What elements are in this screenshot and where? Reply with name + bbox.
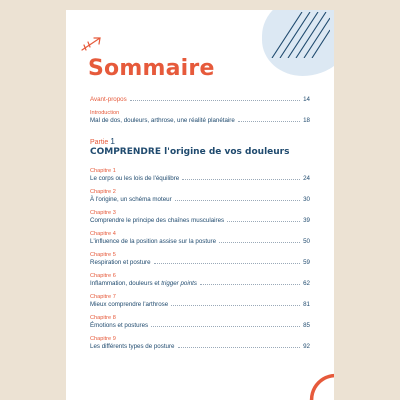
- chapter-title-text: Inflammation, douleurs et: [90, 280, 162, 287]
- page-number: 50: [303, 238, 310, 245]
- leader-dots: [178, 346, 301, 348]
- chapter-title: Le corps ou les lois de l'équilibre: [90, 175, 180, 182]
- entry-title: Mal de dos, douleurs, arthrose, une réalité planétaire: [90, 117, 235, 124]
- chapter-title: À l'origine, un schéma moteur: [90, 196, 172, 203]
- page-number: 24: [303, 175, 310, 182]
- part-title: COMPRENDRE l'origine de vos douleurs: [90, 147, 290, 157]
- leader-dots: [182, 178, 300, 180]
- chapter-title: Les différents types de posture: [90, 343, 175, 350]
- chapter-title: Comprendre le principe des chaînes musculaires: [90, 217, 225, 224]
- toc-entry-chapter[interactable]: [90, 336, 310, 351]
- page-number: 59: [303, 259, 310, 266]
- leader-dots: [154, 262, 301, 264]
- leader-dots: [151, 325, 300, 327]
- page-number: 39: [303, 217, 310, 224]
- toc-entry-chapter[interactable]: [90, 273, 310, 288]
- toc-entry-avant-propos[interactable]: [90, 96, 310, 104]
- chapter-title: Émotions et postures: [90, 322, 149, 329]
- toc-entry-chapter[interactable]: [90, 168, 310, 183]
- part-number: 1: [110, 136, 115, 146]
- chapter-label: Chapitre 6: [90, 273, 116, 279]
- chapter-label: Chapitre 1: [90, 168, 116, 174]
- chapter-title: Mieux comprendre l'arthrose: [90, 301, 169, 308]
- page-number: 18: [303, 117, 310, 124]
- chapter-label: Chapitre 4: [90, 231, 116, 237]
- leader-dots: [219, 241, 300, 243]
- toc-entry-chapter[interactable]: [90, 294, 310, 309]
- toc-entry-chapter[interactable]: [90, 252, 310, 267]
- page-number: 14: [303, 96, 310, 103]
- toc-entry-chapter[interactable]: [90, 189, 310, 204]
- toc-entry-chapter[interactable]: [90, 210, 310, 225]
- toc-entry-introduction[interactable]: [90, 110, 310, 125]
- diagonal-stripes-decoration: [252, 12, 330, 58]
- page-number: 85: [303, 322, 310, 329]
- chapter-label: Chapitre 7: [90, 294, 116, 300]
- chapter-label: Chapitre 2: [90, 189, 116, 195]
- part-label: Partie: [90, 139, 109, 146]
- chapter-title: L'influence de la position assise sur la posture: [90, 238, 217, 245]
- leader-dots: [227, 220, 300, 222]
- page-number: 92: [303, 343, 310, 350]
- chapter-label: Chapitre 8: [90, 315, 116, 321]
- leader-dots: [238, 120, 300, 122]
- chapter-title-italic: trigger points: [161, 280, 197, 287]
- chapter-title: [90, 280, 197, 288]
- arrow-decoration-icon: [80, 36, 102, 52]
- arc-decoration: [304, 366, 334, 400]
- entry-label: Introduction: [90, 110, 120, 116]
- chapter-label: Chapitre 3: [90, 210, 116, 216]
- leader-dots: [171, 304, 300, 306]
- page-number: 81: [303, 301, 310, 308]
- leader-dots: [200, 283, 300, 285]
- part-heading: [90, 137, 310, 158]
- page-number: 30: [303, 196, 310, 203]
- book-page: [66, 10, 334, 400]
- chapter-title: Respiration et posture: [90, 259, 151, 266]
- leader-dots: [130, 99, 300, 101]
- toc-entry-chapter[interactable]: [90, 315, 310, 330]
- toc-entry-chapter[interactable]: [90, 231, 310, 246]
- leader-dots: [175, 199, 300, 201]
- toc-title: Sommaire: [88, 56, 215, 81]
- chapter-label: Chapitre 9: [90, 336, 116, 342]
- entry-label: Avant-propos: [90, 96, 127, 103]
- table-of-contents: [90, 96, 310, 357]
- chapter-label: Chapitre 5: [90, 252, 116, 258]
- page-number: 62: [303, 280, 310, 287]
